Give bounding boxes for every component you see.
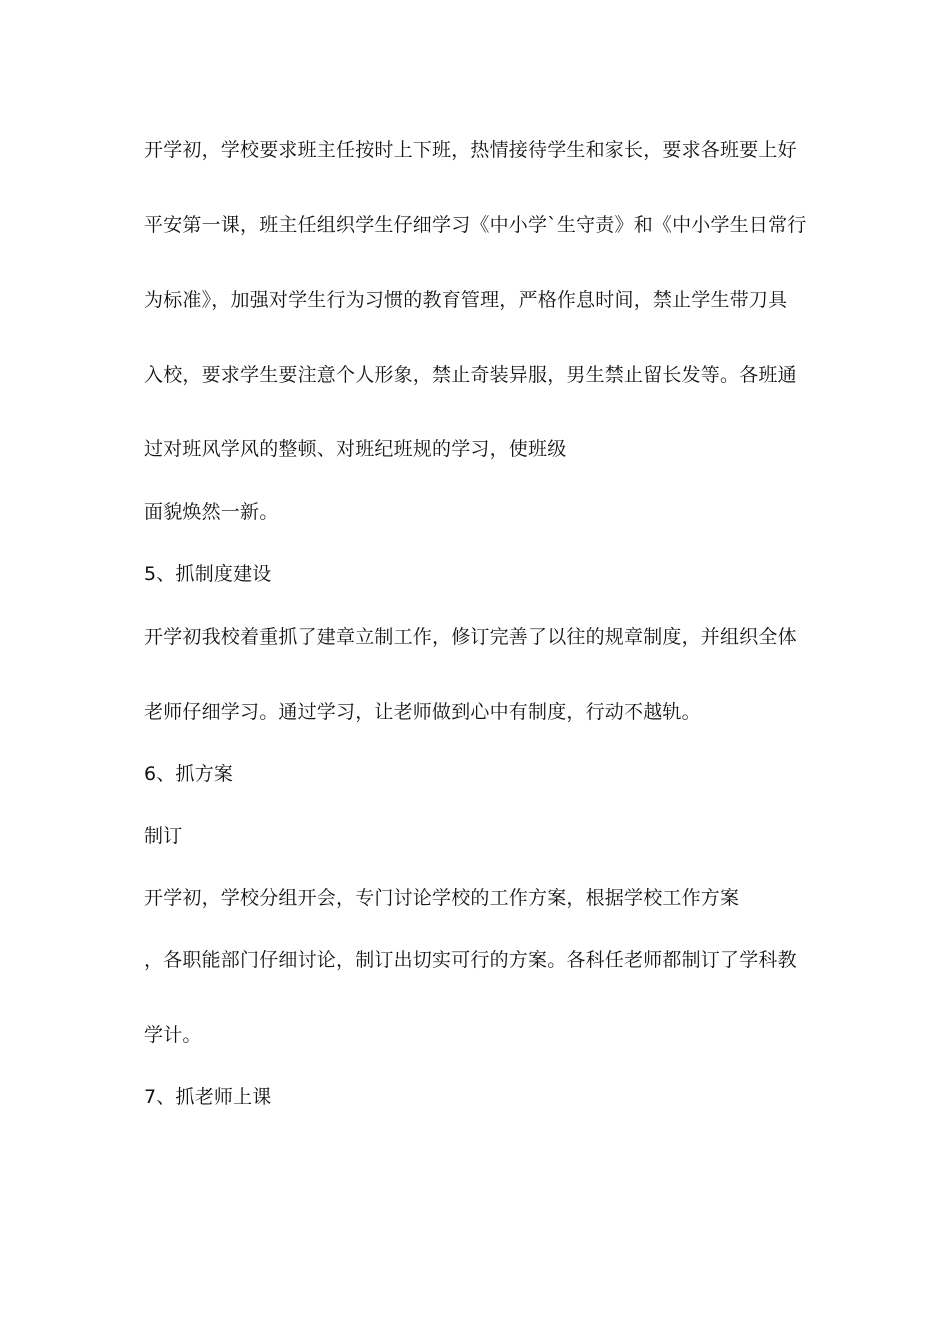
- paragraph-line: ，各职能部门仔细讨论，制订出切实可行的方案。各科任老师都制订了学科教: [144, 949, 797, 971]
- section-heading: 7、抓老师上课: [144, 1086, 272, 1108]
- paragraph-line: 老师仔细学习。通过学习，让老师做到心中有制度，行动不越轨。: [144, 701, 701, 723]
- paragraph-line: 开学初我校着重抓了建章立制工作，修订完善了以往的规章制度，并组织全体: [144, 626, 797, 648]
- paragraph-line: 学计。: [144, 1024, 202, 1046]
- section-heading: 6、抓方案: [144, 763, 234, 785]
- paragraph-line: 过对班风学风的整顿、对班纪班规的学习，使班级: [144, 438, 567, 460]
- paragraph-line: 面貌焕然一新。: [144, 501, 279, 523]
- paragraph-line: 制订: [144, 825, 183, 847]
- paragraph-line: 平安第一课，班主任组织学生仔细学习《中小学`生守责》和《中小学生日常行: [144, 214, 807, 236]
- paragraph-line: 开学初，学校要求班主任按时上下班，热情接待学生和家长，要求各班要上好: [144, 139, 797, 161]
- paragraph-line: 为标准》，加强对学生行为习惯的教育管理，严格作息时间，禁止学生带刀具: [144, 289, 788, 311]
- paragraph-line: 入校，要求学生要注意个人形象，禁止奇装异服，男生禁止留长发等。各班通: [144, 364, 797, 386]
- paragraph-line: 开学初，学校分组开会，专门讨论学校的工作方案，根据学校工作方案: [144, 887, 740, 909]
- section-heading: 5、抓制度建设: [144, 563, 272, 585]
